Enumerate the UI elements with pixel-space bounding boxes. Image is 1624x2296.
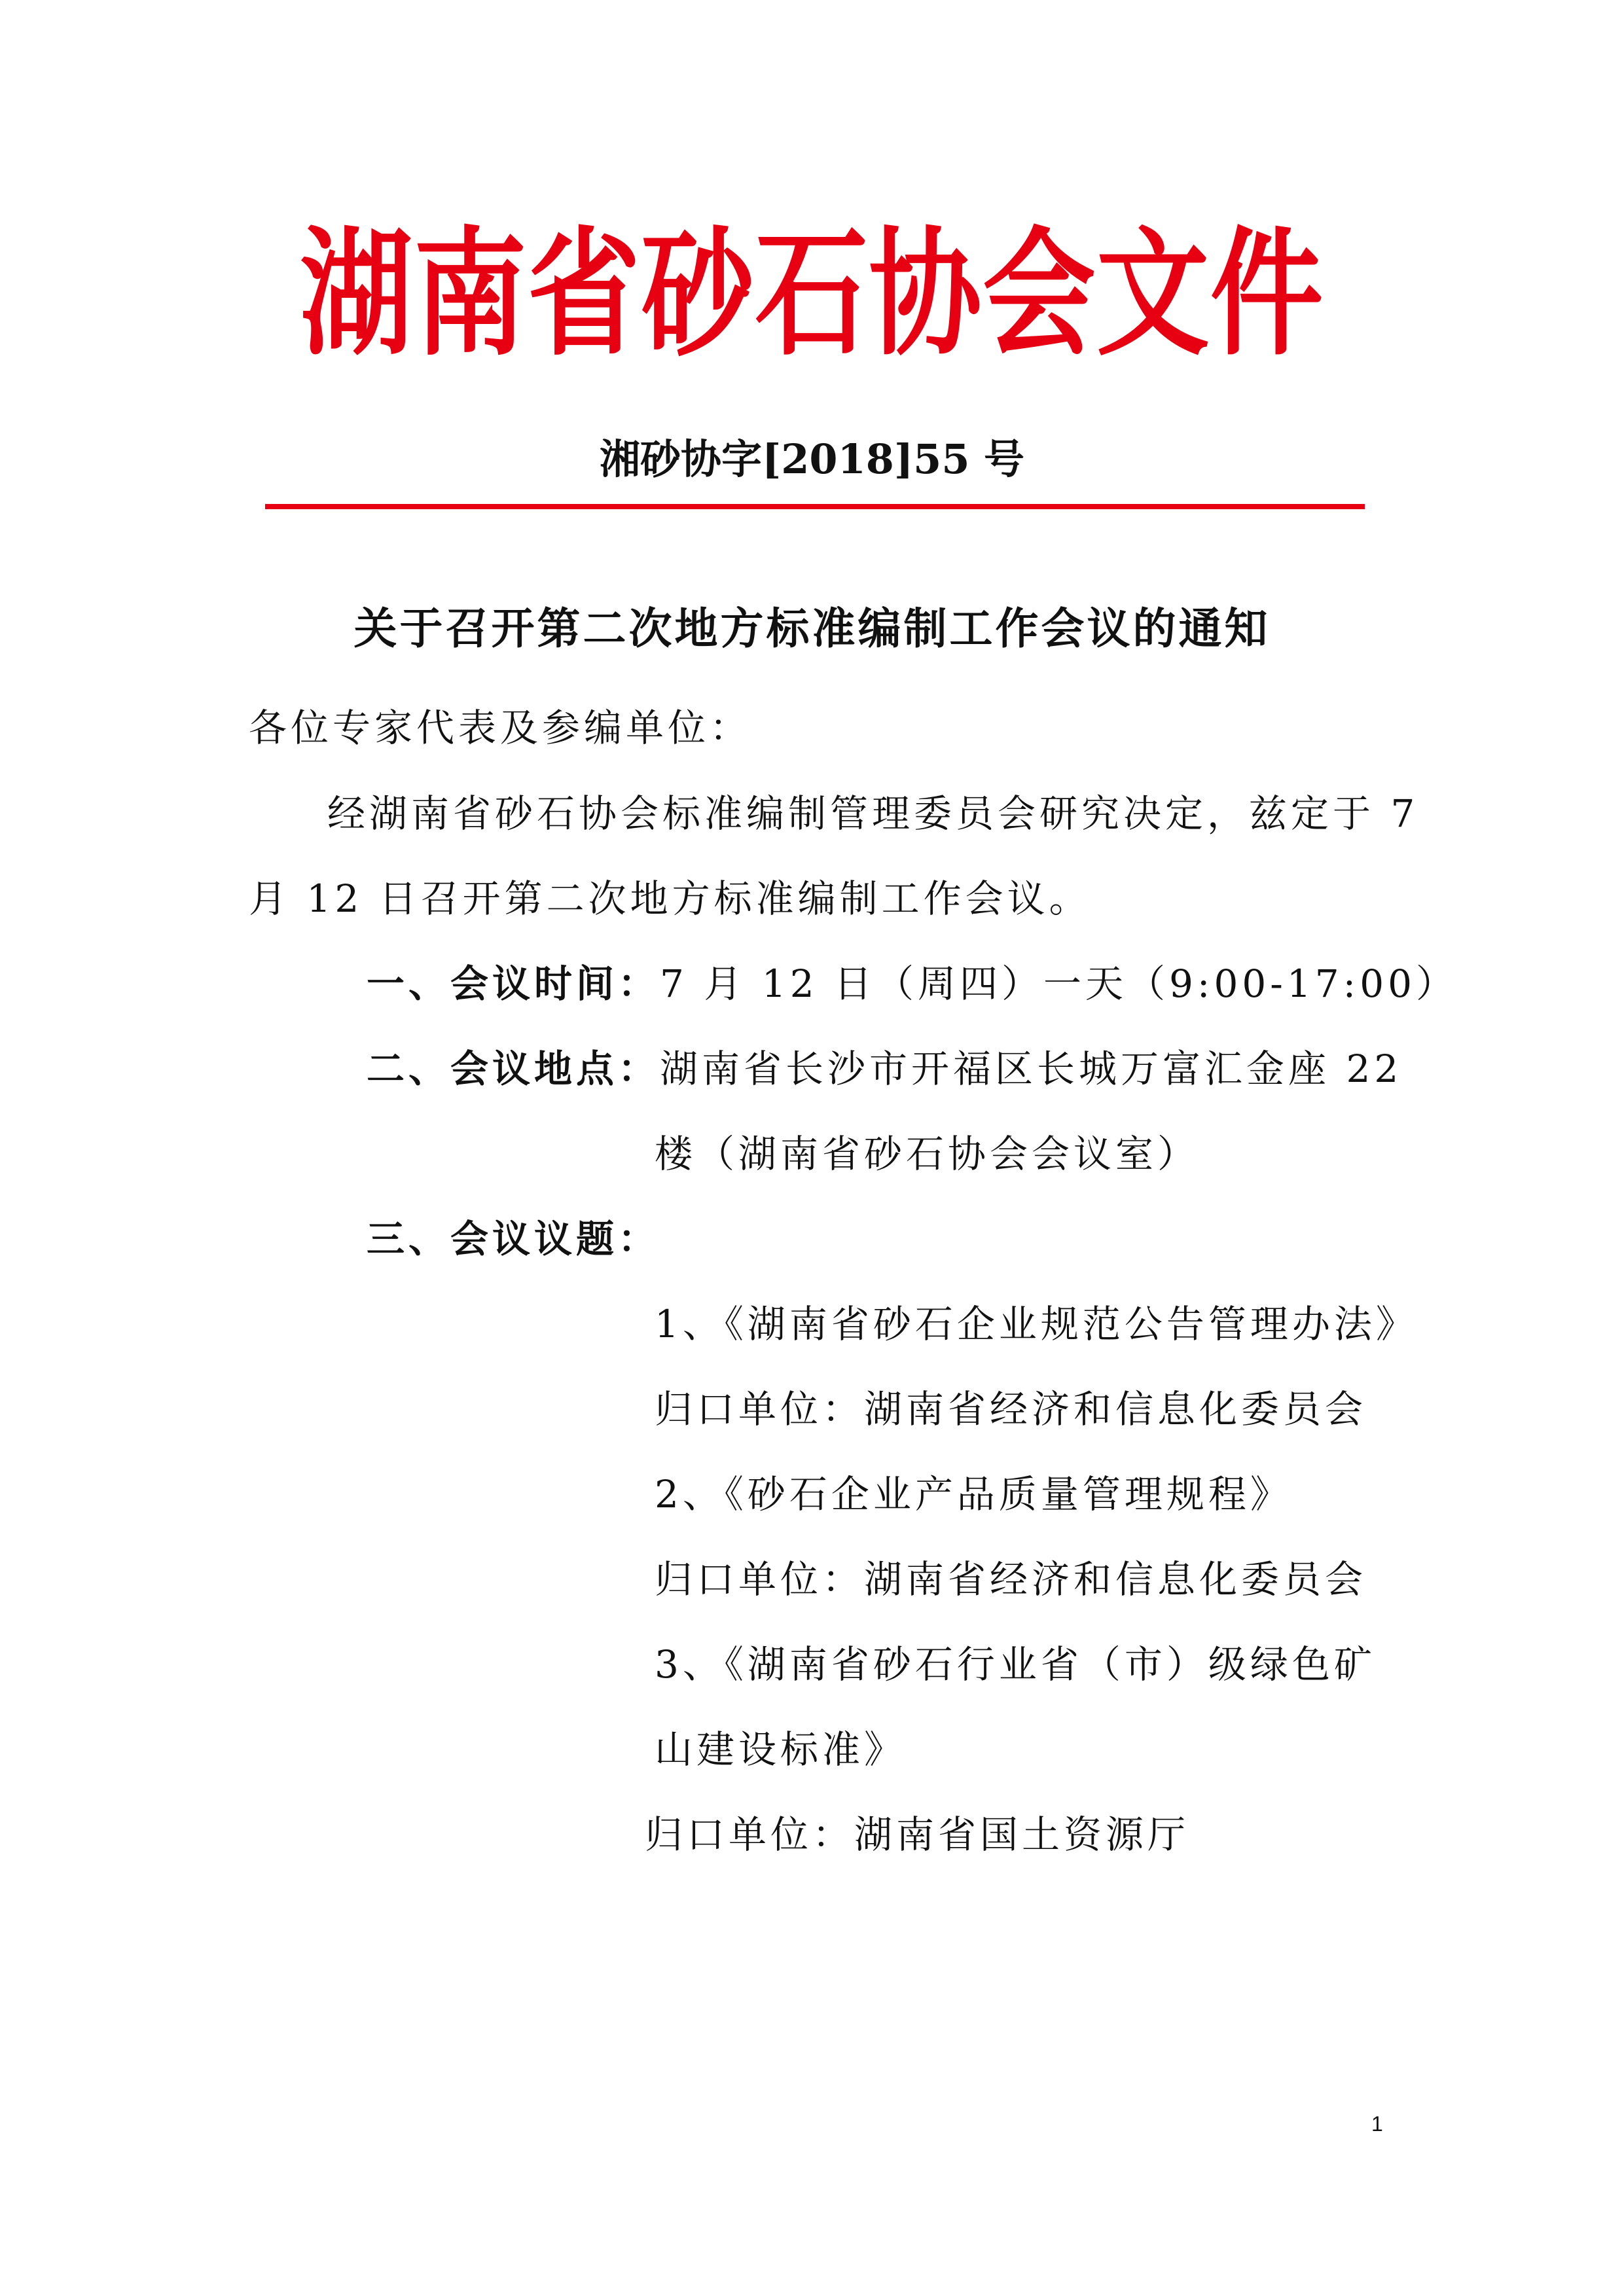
page-number: 1 bbox=[1371, 2112, 1383, 2136]
document-number: 湘砂协字[2018]55 号 bbox=[599, 435, 1025, 483]
meeting-location-value-line-1: 湖南省长沙市开福区长城万富汇金座 22 bbox=[660, 1047, 1403, 1091]
meeting-time bbox=[367, 951, 1458, 1016]
intro-line-1: 经湖南省砂石协会标准编制管理委员会研究决定，兹定于 7 bbox=[327, 791, 1419, 836]
topic-3-title-line-2: 山建设标准》 bbox=[655, 1727, 907, 1772]
meeting-time-label: 一、会议时间： bbox=[367, 961, 660, 1006]
meeting-location-value-line-2: 楼（湖南省砂石协会会议室） bbox=[655, 1132, 1200, 1176]
intro-line-2: 月 12 日召开第二次地方标准编制工作会议。 bbox=[249, 876, 1091, 921]
header-divider bbox=[265, 504, 1365, 509]
topic-3-title-line-1: 3、《湖南省砂石行业省（市）级绿色矿 bbox=[655, 1642, 1376, 1687]
topic-3-unit: 归口单位：湖南省国土资源厅 bbox=[645, 1812, 1190, 1857]
meeting-topics-label: 三、会议议题： bbox=[367, 1217, 660, 1261]
meeting-location-label: 二、会议地点： bbox=[367, 1047, 660, 1091]
topic-2-title: 2、《砂石企业产品质量管理规程》 bbox=[655, 1472, 1292, 1516]
meeting-location bbox=[367, 1036, 1402, 1102]
topic-1-title: 1、《湖南省砂石企业规范公告管理办法》 bbox=[655, 1302, 1418, 1346]
topic-2-unit: 归口单位：湖南省经济和信息化委员会 bbox=[655, 1557, 1367, 1602]
document-header-title: 湖南省砂石协会文件 bbox=[300, 214, 1324, 374]
meeting-time-value: 7 月 12 日（周四）一天（9:00-17:00） bbox=[660, 961, 1458, 1006]
topic-1-unit: 归口单位：湖南省经济和信息化委员会 bbox=[655, 1387, 1367, 1431]
notice-title: 关于召开第二次地方标准编制工作会议的通知 bbox=[353, 603, 1271, 654]
salutation: 各位专家代表及参编单位： bbox=[249, 706, 752, 750]
